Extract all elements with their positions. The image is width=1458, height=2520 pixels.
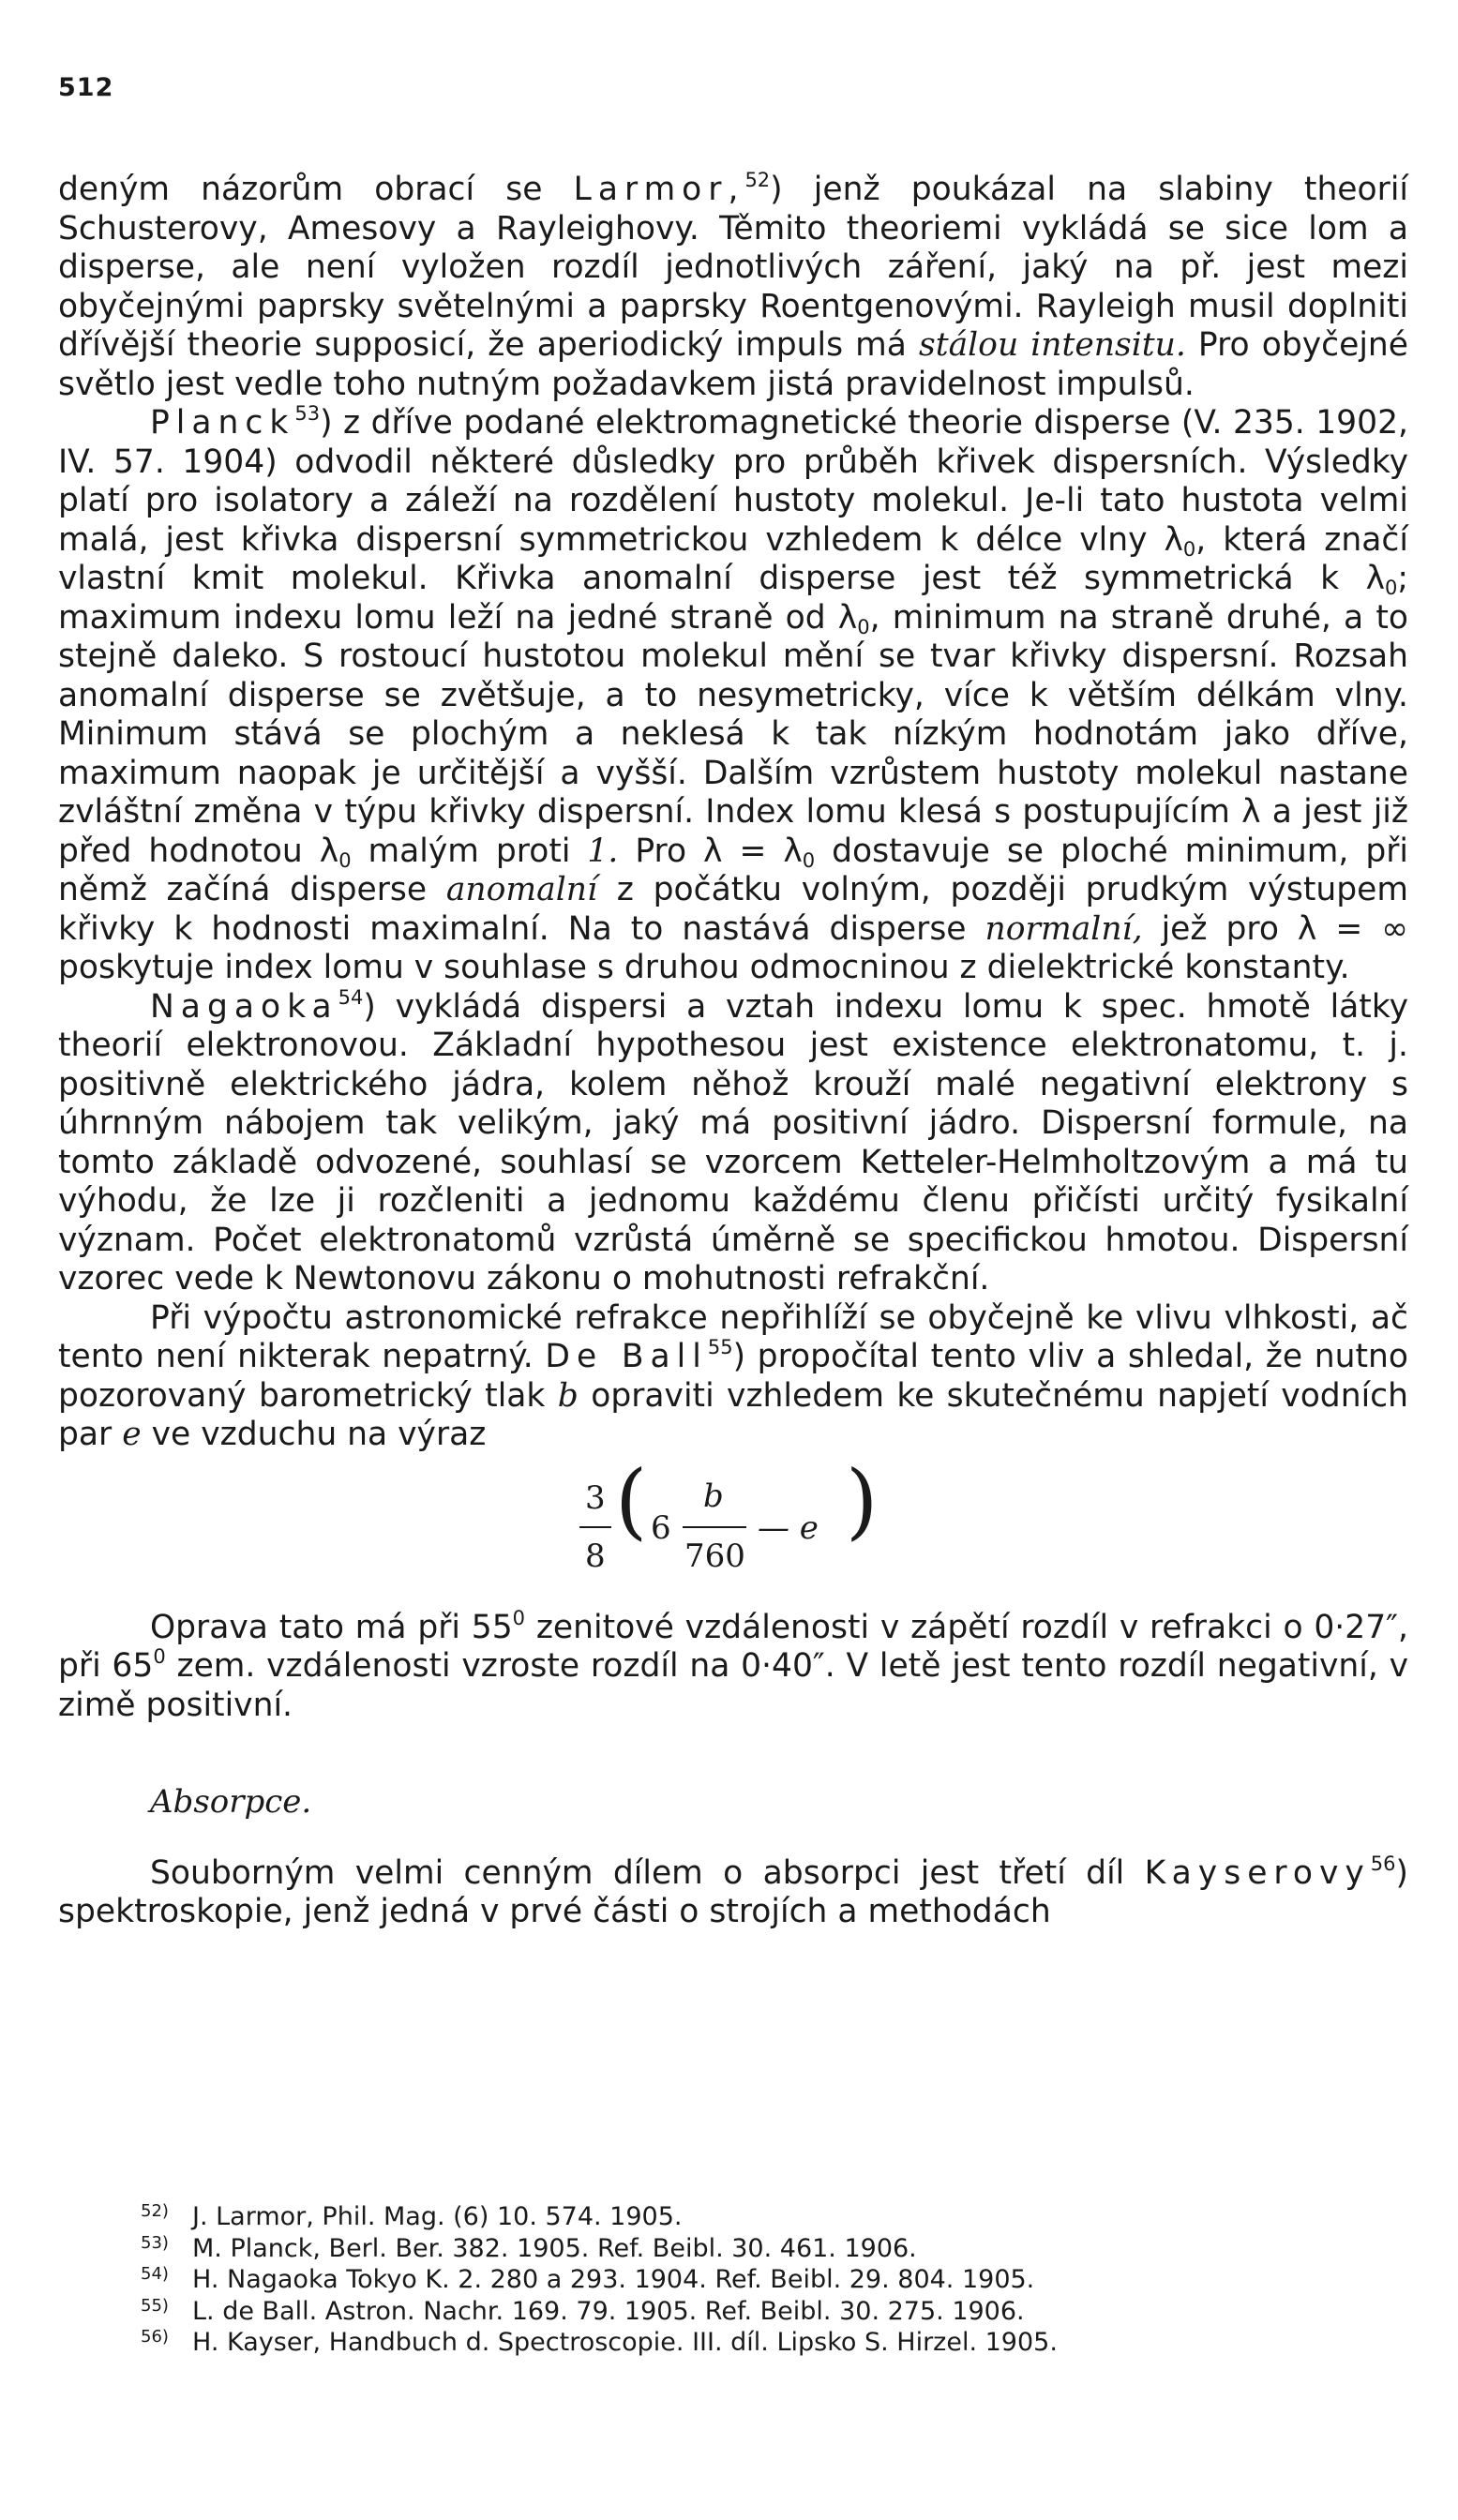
footnotes bbox=[141, 2201, 1406, 2359]
text-run: ) spektroskopie, jenž jedná v prvé části o strojích a methodách bbox=[58, 1853, 1408, 1930]
footnote-ref: 55 bbox=[707, 1336, 733, 1358]
text-run: deným názorům obrací se bbox=[58, 171, 574, 208]
text-run: ) propočítal tento vliv a shledal, že nutno pozorovaný barometrický tlak bbox=[58, 1338, 1408, 1415]
footnote-text: H. Nagaoka Tokyo K. 2. 280 a 293. 1904. Ref. Beibl. 29. 804. 1905. bbox=[192, 2265, 1035, 2294]
subscript: 0 bbox=[802, 848, 816, 872]
subscript: 0 bbox=[1385, 577, 1398, 599]
minus-e: — e bbox=[758, 1508, 819, 1547]
text-run: zem. vzdálenosti vzroste rozdíl na 0·40″. V letě jest tento rozdíl negativní, v zimě positivní. bbox=[58, 1647, 1408, 1724]
footnote-ref: 56 bbox=[1370, 1852, 1396, 1875]
paragraph-nagaoka bbox=[58, 985, 1408, 1299]
denominator: 8 bbox=[585, 1537, 606, 1575]
emphasis: normalní, bbox=[985, 909, 1143, 948]
degree-mark: 0 bbox=[153, 1645, 166, 1668]
text-run: Oprava tato má při 55 bbox=[150, 1608, 513, 1646]
author-name: Planck bbox=[150, 404, 295, 442]
author-name: Kayserovy bbox=[1144, 1853, 1371, 1892]
paragraph-larmor bbox=[58, 171, 1408, 404]
footnote-ref: 53 bbox=[294, 402, 321, 425]
text-run: Při výpočtu astronomické refrakce nepřihlíží se obyčejně ke vlivu vlhkosti, ač tento není nikterak nepatrný. bbox=[58, 1298, 1408, 1375]
paragraph-absorption bbox=[58, 1854, 1408, 1932]
fraction-bar bbox=[579, 1526, 611, 1528]
emphasis: stálou intensitu. bbox=[919, 326, 1186, 364]
text-run: jež pro λ = ∞ poskytuje index lomu v souhlase s druhou odmocninou z dielektrické konstanty. bbox=[58, 909, 1408, 986]
variable: b bbox=[557, 1376, 579, 1415]
variable: e bbox=[122, 1416, 142, 1453]
footnote-text: H. Kayser, Handbuch d. Spectroscopie. III. díl. Lipsko S. Hirzel. 1905. bbox=[192, 2328, 1058, 2357]
paragraph-refraction bbox=[58, 1299, 1408, 1455]
fraction-bar bbox=[683, 1526, 746, 1528]
section-heading: Absorpce. bbox=[150, 1783, 312, 1821]
denominator: 760 bbox=[684, 1537, 745, 1575]
subscript: 0 bbox=[857, 615, 870, 638]
paragraph-planck bbox=[58, 404, 1408, 988]
formula bbox=[574, 1451, 893, 1588]
page-number: 512 bbox=[58, 73, 114, 102]
text-run: , která značí vlastní kmit molekul. Křivka anomalní disperse jest též symmetrická k λ bbox=[58, 520, 1408, 597]
text-run: ) vykládá dispersi a vztah indexu lomu k spec. hmotě látky theorií elektronovou. Základní hypothesou jest existence elektronatomu, t. j. positivně elektrického jádra, kolem něhož krouží malé negativní elektrony s úhrnným nábojem tak velikým, jaký má positivní jádro. Dispersní formule, na tomto základě odvozené, souhlasí se vzorcem Ketteler-Helmholtzovým a má tu výhodu, že lze ji rozčleniti a jednomu každému členu přičísti určitý fysikalní význam. Počet elektronatomů vzrůstá úměrně se specifickou hmotou. Dispersní vzorec vede k Newtonovu zákonu o mohutnosti refrakční. bbox=[58, 987, 1408, 1298]
constant: 6 bbox=[651, 1508, 671, 1547]
footnote-text: M. Planck, Berl. Ber. 382. 1905. Ref. Beibl. 30. 461. 1906. bbox=[192, 2233, 917, 2263]
author-name: De Ball bbox=[545, 1338, 708, 1375]
text-run: ) jenž poukázal na slabiny theorií Schusterovy, Amesovy a Rayleighovy. Těmito theoriemi vykládá se sice lom a disperse, ale není vyložen rozdíl jednotlivých záření, jaký na př. jest mezi obyčejnými paprsky světelnými a paprsky Roentgenovými. Rayleigh musil doplniti dřívější theorie supposicí, že aperiodický impuls má bbox=[58, 171, 1408, 364]
emphasis: 1. bbox=[587, 832, 619, 870]
text-run: ve vzduchu na výraz bbox=[141, 1416, 487, 1453]
text-run: ; maximum indexu lomu leží na jedné straně od λ bbox=[58, 560, 1408, 637]
text-run: Pro obyčejné světlo jest vedle toho nutným požadavkem jistá pravidelnost impulsů. bbox=[58, 326, 1408, 403]
text-run: zenitové vzdálenosti v zápětí rozdíl v refrakci o 0·27″, při 65 bbox=[58, 1608, 1408, 1685]
close-paren: ) bbox=[846, 1451, 879, 1549]
text-run: , minimum na straně druhé, a to stejně daleko. S rostoucí hustotou molekul mění se tvar křivky dispersní. Rozsah anomalní disperse se zvětšuje, a to nesymetricky, více k větším délkám vlny. Minimum stává se plochým a neklesá k tak nízkým hodnotám jako dříve, maximum naopak je určitější a vyšší. Dalším vzrůstem hustoty molekul nastane zvláštní změna v týpu křivky dispersní. Index lomu klesá s postupujícím λ a jest již před hodnotou λ bbox=[58, 598, 1408, 870]
text-run: malým proti bbox=[351, 832, 588, 870]
article-body bbox=[58, 171, 1408, 1932]
author-name: Nagaoka bbox=[150, 987, 338, 1026]
paragraph-correction bbox=[58, 1606, 1408, 1726]
text-run: Souborným velmi cenným dílem o absorpci jest třetí díl bbox=[150, 1853, 1145, 1892]
footnote: 56) H. Kayser, Handbuch d. Spectroscopie. III. díl. Lipsko S. Hirzel. 1905. bbox=[141, 2327, 1058, 2357]
open-paren: ( bbox=[615, 1451, 648, 1549]
footnote-ref: 52 bbox=[744, 169, 771, 191]
text-run: Pro λ = λ bbox=[618, 832, 803, 870]
text-run: opraviti vzhledem ke skutečnému napjetí vodních par bbox=[58, 1376, 1408, 1453]
numerator: 3 bbox=[585, 1478, 606, 1517]
footnote-text: L. de Ball. Astron. Nachr. 169. 79. 1905. Ref. Beibl. 30. 275. 1906. bbox=[192, 2296, 1025, 2326]
footnote: 54) H. Nagaoka Tokyo K. 2. 280 a 293. 1904. Ref. Beibl. 29. 804. 1905. bbox=[141, 2264, 1035, 2294]
text-run: z počátku volným, později prudkým výstupem křivky k hodnosti maximalní. Na to nastává disperse bbox=[58, 871, 1408, 948]
formula-block bbox=[58, 1451, 1408, 1588]
degree-mark: 0 bbox=[512, 1606, 526, 1629]
author-name: Larmor, bbox=[573, 171, 745, 208]
subscript: 0 bbox=[338, 848, 352, 872]
text-run: ) z dříve podané elektromagnetické theorie disperse (V. 235. 1902, IV. 57. 1904) odvodil některé důsledky pro průběh křivek dispersních. Výsledky platí pro isolatory a záleží na rozdělení hustoty molekul. Je-li tato hustota velmi malá, jest křivka dispersní symmetrickou vzhledem k délce vlny λ bbox=[58, 404, 1408, 559]
footnote-text: J. Larmor, Phil. Mag. (6) 10. 574. 1905. bbox=[192, 2202, 683, 2231]
footnote: 52) J. Larmor, Phil. Mag. (6) 10. 574. 1905. bbox=[141, 2201, 683, 2231]
footnote-ref: 54 bbox=[338, 985, 364, 1009]
text-run: dostavuje se ploché minimum, při němž začíná disperse bbox=[58, 832, 1408, 908]
footnote: 55) L. de Ball. Astron. Nachr. 169. 79. 1905. Ref. Beibl. 30. 275. 1906. bbox=[141, 2295, 1025, 2326]
footnote: 53) M. Planck, Berl. Ber. 382. 1905. Ref. Beibl. 30. 461. 1906. bbox=[141, 2232, 917, 2263]
subscript: 0 bbox=[1182, 537, 1196, 561]
emphasis: anomalní bbox=[445, 871, 597, 908]
numerator: b bbox=[703, 1477, 724, 1515]
